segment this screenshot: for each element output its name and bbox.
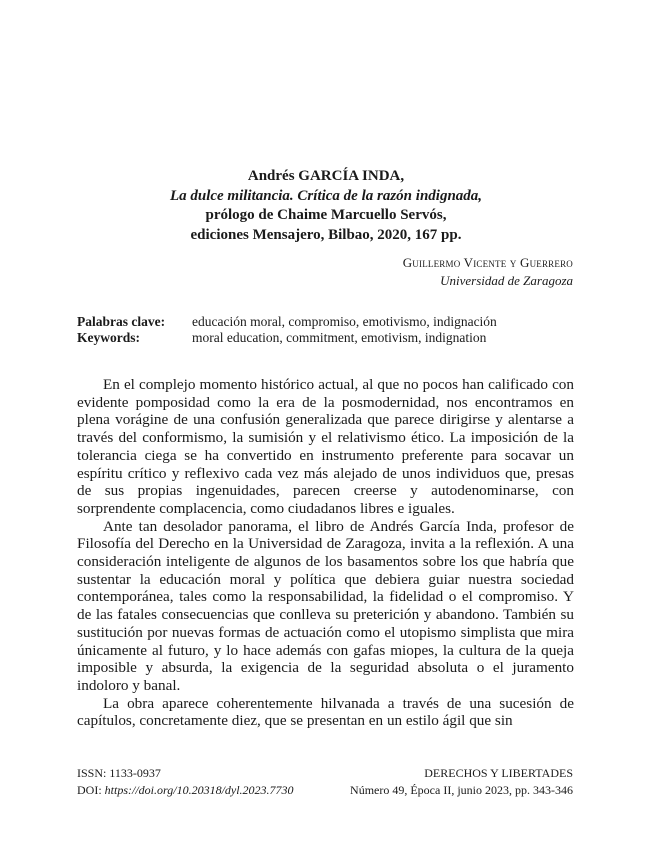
doi-link[interactable]: https://doi.org/10.20318/dyl.2023.7730 xyxy=(104,783,294,797)
reviewer-block xyxy=(403,254,573,290)
book-publisher: ediciones Mensajero, Bilbao, 2020, 167 pp. xyxy=(190,226,462,243)
keywords-row-es xyxy=(77,314,577,330)
paragraph: La obra aparece coherentemente hilvanada a través de una sucesión de capítulos, concretamente diez, que se presentan en un estilo ágil que sin xyxy=(77,694,574,730)
issue-info: Número 49, Época II, junio 2023, pp. 343-346 xyxy=(350,783,573,797)
footer-left xyxy=(77,765,294,799)
reviewer-name: Guillermo Vicente y Guerrero xyxy=(402,255,573,270)
keywords-value: moral education, commitment, emotivism, indignation xyxy=(192,330,487,345)
book-prologue: prólogo de Chaime Marcuello Servós, xyxy=(205,207,447,223)
book-author: Andrés GARCÍA INDA, xyxy=(247,168,405,184)
keywords-row-en xyxy=(77,330,577,346)
doi-label: DOI: xyxy=(77,783,105,797)
reviewer-affiliation: Universidad de Zaragoza xyxy=(440,273,573,288)
footer-right xyxy=(350,765,573,799)
journal-name: DERECHOS Y LIBERTADES xyxy=(424,766,573,780)
keywords-label: Keywords: xyxy=(77,330,140,345)
book-title: La dulce militancia. Crítica de la razón indignada, xyxy=(169,187,483,204)
book-header xyxy=(80,167,572,245)
issn: ISSN: 1133-0937 xyxy=(77,766,161,780)
keywords-block xyxy=(77,314,577,346)
doi-line xyxy=(77,782,294,799)
paragraph: Ante tan desolador panorama, el libro de Andrés García Inda, profesor de Filosofía del Derecho en la Universidad de Zaragoza, invita a la reflexión. A una consideración inteligente de algunos de los basamentos sobre los que habría que sustentar la educación moral y política que debiera guiar nuestra sociedad contemporánea, tales como la responsabilidad, la fidelidad o el compromiso. Y de las fatales consecuencias que conlleva su preterición y abandono. También su sustitución por nuevas formas de actuación como el utopismo simplista que mira únicamente al futuro, y lo hace además con gafas miopes, la cultura de la queja imposible y absurda, la exigencia de la seguridad absoluta o el juramento indoloro y banal. xyxy=(77,517,574,694)
paragraph: En el complejo momento histórico actual, al que no pocos han calificado con evidente pomposidad como la era de la posmodernidad, nos encontramos en plena vorágine de una confusión generalizada que parece dirigirse y alentarse a través del conformismo, la sumisión y el relativismo ético. La imposición de la tolerancia ciega se ha convertido en instrumento preferente para socavar un espíritu crítico y reflexivo cada vez más alejado de unos individuos que, presas de sus propias ingenuidades, parecen creerse y autodenominarse, con sorprendente complacencia, como ciudadanos libres e iguales. xyxy=(77,376,574,517)
keywords-value: educación moral, compromiso, emotivismo, indignación xyxy=(192,314,497,329)
keywords-label: Palabras clave: xyxy=(77,314,166,329)
review-body xyxy=(77,376,574,730)
